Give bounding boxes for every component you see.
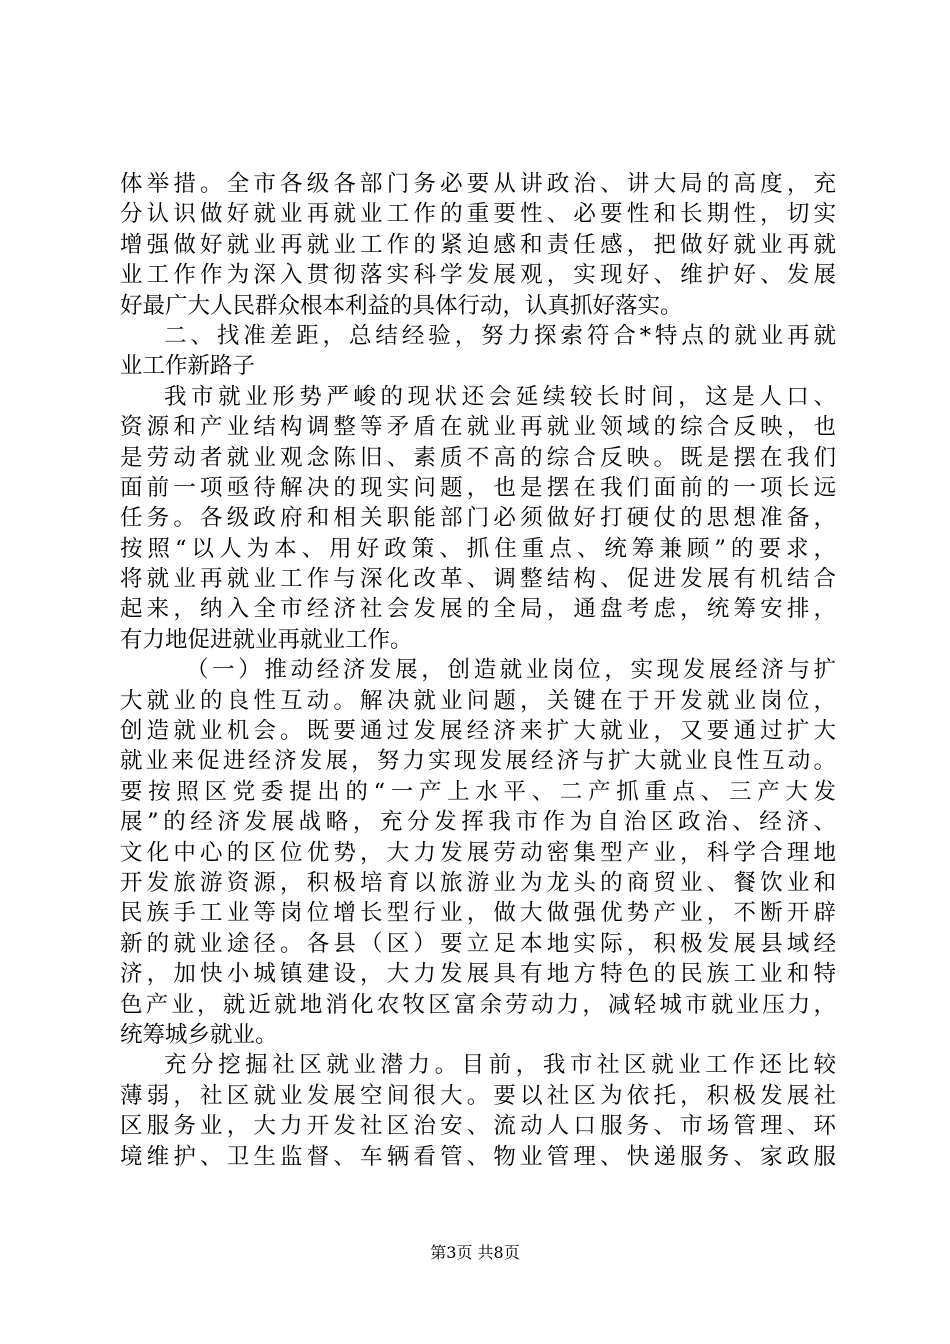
text-line: 展”的经济发展战略，充分发挥我市作为自治区政治、经济、 xyxy=(120,809,836,836)
text-line: 增强做好就业再就业工作的紧迫感和责任感，把做好就业再就 xyxy=(120,231,836,258)
text-line: 大就业的良性互动。解决就业问题，关键在于开发就业岗位， xyxy=(120,687,836,714)
text-line: 我市就业形势严峻的现状还会延续较长时间，这是人口、 xyxy=(164,383,836,410)
text-line: 资源和产业结构调整等矛盾在就业再就业领域的综合反映，也 xyxy=(120,414,836,441)
text-line: 统筹城乡就业。 xyxy=(120,1021,278,1048)
text-line: 有力地促进就业再就业工作。 xyxy=(120,626,413,653)
text-line: 文化中心的区位优势，大力发展劳动密集型产业，科学合理地 xyxy=(120,839,836,866)
text-line: 体举措。全市各级各部门务必要从讲政治、讲大局的高度，充 xyxy=(120,171,836,197)
text-line: 充分挖掘社区就业潜力。目前，我市社区就业工作还比较 xyxy=(164,1052,836,1079)
text-line: 区服务业，大力开发社区治安、流动人口服务、市场管理、环 xyxy=(120,1113,836,1140)
page-footer xyxy=(0,1243,950,1263)
text-line: 就业来促进经济发展，努力实现发展经济与扩大就业良性互动。 xyxy=(120,748,836,775)
text-line: 民族手工业等岗位增长型行业，做大做强优势产业，不断开辟 xyxy=(120,900,836,927)
text-line: 任务。各级政府和相关职能部门必须做好打硬仗的思想准备， xyxy=(120,505,836,532)
text-line: 业工作作为深入贯彻落实科学发展观，实现好、维护好、发展 xyxy=(120,262,836,289)
text-line: 好最广大人民群众根本利益的具体行动，认真抓好落实。 xyxy=(120,292,683,319)
text-line: 起来，纳入全市经济社会发展的全局，通盘考虑，统筹安排， xyxy=(120,596,836,623)
section-heading-line: 业工作新路子 xyxy=(120,353,256,380)
text-line: 色产业，就近就地消化农牧区富余劳动力，减轻城市就业压力， xyxy=(120,991,836,1018)
section-heading-line: 二、找准差距，总结经验，努力探索符合*特点的就业再就 xyxy=(164,322,836,349)
text-line: 创造就业机会。既要通过发展经济来扩大就业，又要通过扩大 xyxy=(120,718,836,745)
body-text xyxy=(120,169,836,1172)
page-number: 第3页 共8页 xyxy=(430,1243,520,1262)
text-line: 开发旅游资源，积极培育以旅游业为龙头的商贸业、餐饮业和 xyxy=(120,869,836,896)
text-line: 济，加快小城镇建设，大力发展具有地方特色的民族工业和特 xyxy=(120,961,836,988)
text-line: 新的就业途径。各县（区）要立足本地实际，积极发展县域经 xyxy=(120,930,836,957)
text-line: 按照“以人为本、用好政策、抓住重点、统筹兼顾”的要求， xyxy=(120,535,836,562)
text-line: 境维护、卫生监督、车辆看管、物业管理、快递服务、家政服 xyxy=(120,1143,836,1170)
text-line: 将就业再就业工作与深化改革、调整结构、促进发展有机结合 xyxy=(120,566,836,593)
text-line: 要按照区党委提出的“一产上水平、二产抓重点、三产大发 xyxy=(120,778,836,805)
text-line: （一）推动经济发展，创造就业岗位，实现发展经济与扩 xyxy=(186,657,836,684)
text-line: 分认识做好就业再就业工作的重要性、必要性和长期性，切实 xyxy=(120,201,836,228)
text-line: 是劳动者就业观念陈旧、素质不高的综合反映。既是摆在我们 xyxy=(120,444,836,471)
text-line: 面前一项亟待解决的现实问题，也是摆在我们面前的一项长远 xyxy=(120,474,836,501)
text-line: 薄弱，社区就业发展空间很大。要以社区为依托，积极发展社 xyxy=(120,1082,836,1109)
